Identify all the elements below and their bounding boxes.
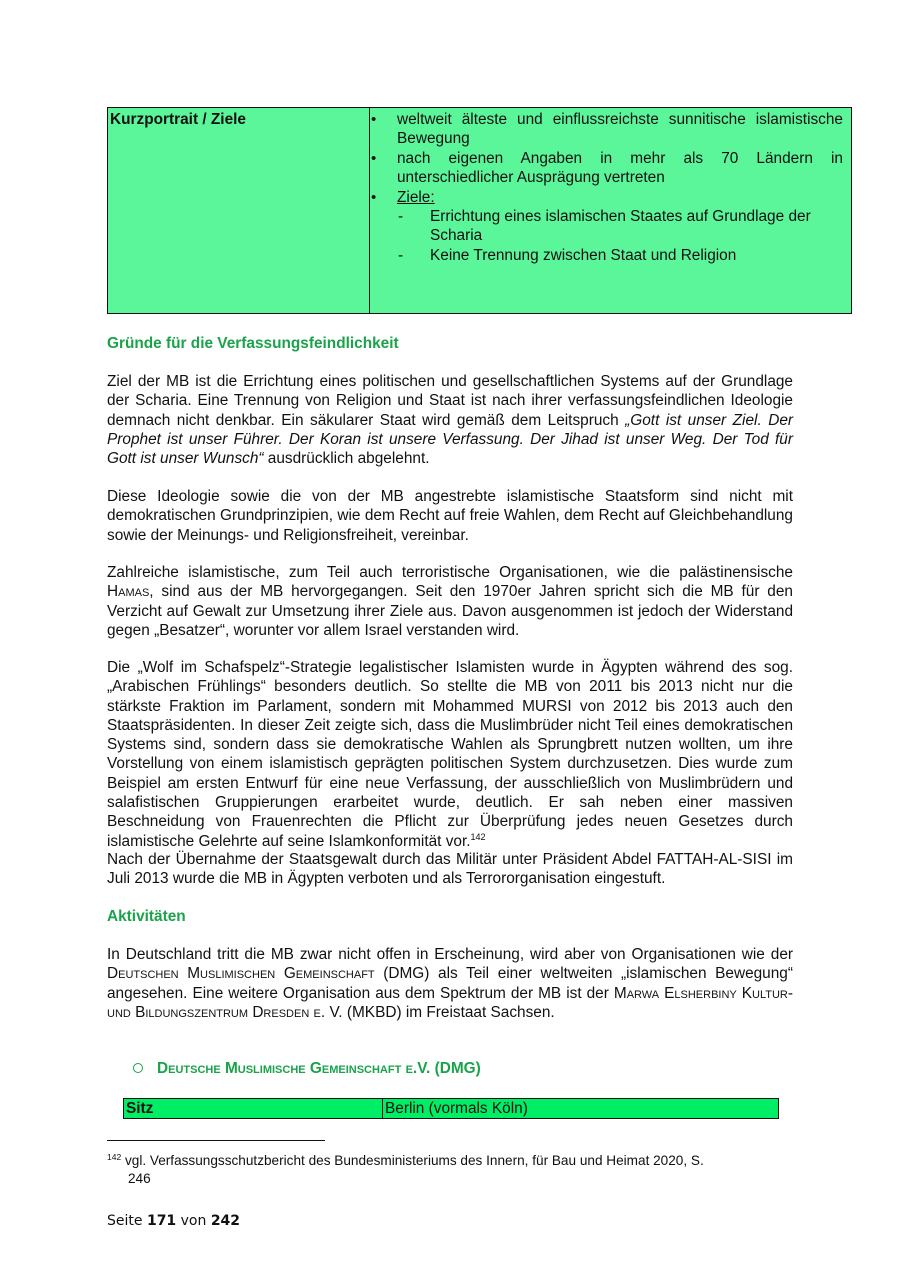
- sub-2-marker: -: [398, 247, 404, 264]
- page-number: [107, 1212, 240, 1231]
- table-divider: [369, 108, 370, 313]
- bullet-3-text: Ziele:: [397, 189, 435, 206]
- bullet-1-text: weltweit älteste und einflussreichste sunnitische islamistische Bewegung: [397, 111, 843, 148]
- paragraph-1-quote: „Gott ist unser Ziel. Der Prophet ist unser Führer. Der Koran ist unsere Verfassung. Der Jihad ist unser Weg. Der Tod für Gott ist unser Wunsch“: [107, 411, 793, 468]
- footnote-number: 142: [107, 1152, 122, 1162]
- bullet-2-marker: •: [371, 150, 377, 167]
- bullet-2-text: nach eigenen Angaben in mehr als 70 Ländern in unterschiedlicher Ausprägung vertreten: [397, 150, 843, 187]
- dmg-heading-abbr: (DMG): [430, 1060, 481, 1077]
- section-heading-verfassungsfeindlichkeit: Gründe für die Verfassungsfeindlichkeit: [107, 335, 399, 352]
- footnote-text: vgl. Verfassungsschutzbericht des Bundesministeriums des Innern, für Bau und Heimat 2020, S.: [121, 1153, 704, 1168]
- paragraph-3-text-a: Zahlreiche islamistische, zum Teil auch terroristische Organisationen, wie die palästinensische: [107, 564, 793, 581]
- sitz-table-divider: [382, 1099, 383, 1118]
- circle-bullet-icon: [133, 1063, 143, 1073]
- paragraph-4: [107, 658, 793, 851]
- paragraph-1-text-b: ausdrücklich abgelehnt.: [263, 450, 430, 468]
- page-middle: von: [176, 1213, 211, 1229]
- footnote-line-2: 246: [128, 1170, 151, 1186]
- activities-text-b: (DMG) als Teil einer weltweiten „islamischen Bewegung“ angesehen. Eine weitere Organisation aus dem Spektrum der MB ist der: [107, 965, 793, 1002]
- section-heading-aktivitaeten: Aktivitäten: [107, 908, 186, 925]
- paragraph-3-text-b: , sind aus der MB hervorgegangen. Seit den 1970er Jahren spricht sich die MB für den Verzicht auf Gewalt zur Umsetzung ihrer Ziele aus. Davon ausgenommen ist jedoch der Widerstand gegen „Besatzer“, worunter vor allem Israel verstanden wird.: [107, 583, 793, 639]
- footnote: [107, 1152, 787, 1187]
- portrait-label: Kurzportrait / Ziele: [110, 111, 246, 128]
- paragraph-5: Nach der Übernahme der Staatsgewalt durch das Militär unter Präsident Abdel FATTAH-AL-SISI im Juli 2013 wurde die MB in Ägypten verboten und als Terrororganisation eingestuft.: [107, 851, 793, 888]
- paragraph-1: [107, 372, 793, 468]
- footnote-line-1: [107, 1152, 787, 1170]
- paragraph-2: Diese Ideologie sowie die von der MB angestrebte islamistische Staatsform sind nicht mit demokratischen Grundprinzipien, wie dem Recht auf freie Wahlen, dem Recht auf Gleichbehandlung sowie der Meinungs- und Religionsfreiheit, vereinbar.: [107, 488, 793, 544]
- dmg-heading-name: Deutsche Muslimische Gemeinschaft e.V.: [157, 1060, 431, 1077]
- sitz-table: [123, 1098, 779, 1119]
- sub-2-text: Keine Trennung zwischen Staat und Religion: [430, 247, 737, 264]
- bullet-3-marker: •: [371, 189, 377, 206]
- portrait-table: [107, 107, 852, 314]
- footnote-reference: 142: [470, 831, 486, 842]
- dmg-heading: [133, 1059, 481, 1078]
- page-current: 171: [146, 1213, 177, 1229]
- activities-text-a: In Deutschland tritt die MB zwar nicht offen in Erscheinung, wird aber von Organisationen wie der: [107, 946, 793, 963]
- sitz-value: Berlin (vormals Köln): [385, 1100, 528, 1117]
- sub-1-marker: -: [398, 208, 404, 225]
- paragraph-1-text-a: Ziel der MB ist die Errichtung eines politischen und gesellschaftlichen Systems auf der Grundlage der Scharia. Eine Trennung von Religion und Staat ist nach ihrer verfassungsfeindlichen Ideologie demnach nicht denkbar. Ein säkularer Staat wird gemäß dem Leitspruch: [107, 373, 793, 429]
- activities-dmg: Deutschen Muslimischen Gemeinschaft: [107, 965, 375, 983]
- bullet-1-marker: •: [371, 111, 377, 128]
- sub-1-text: Errichtung eines islamischen Staates auf Grundlage der Scharia: [430, 208, 811, 245]
- activities-mkbd: Marwa Elsherbiny Kultur- und Bildungszentrum Dresden e. V.: [107, 984, 793, 1021]
- sitz-label: Sitz: [126, 1100, 154, 1117]
- paragraph-3-hamas: Hamas: [107, 583, 150, 601]
- page-total: 242: [210, 1213, 241, 1229]
- footnote-rule: [107, 1140, 325, 1141]
- paragraph-4-text: Die „Wolf im Schafspelz“-Strategie legalistischer Islamisten wurde in Ägypten während des sog. „Arabischen Frühlings“ besonders deutlich. So stellte die MB von 2011 bis 2013 nicht nur die stärkste Fraktion im Parlament, sondern mit Mohammed MURSI von 2012 bis 2013 auch den Staatspräsidenten. In dieser Zeit zeigte sich, dass die Muslimbrüder nicht Teil eines demokratischen Systems sind, sondern dass sie demokratische Wahlen als Sprungbrett nutzen wollten, um ihre Vorstellung von einem islamistisch geprägten politischen System durchzusetzen. Dies wurde zum Beispiel am ersten Entwurf für eine neue Verfassung, der ausschließlich von Muslimbrüdern und salafistischen Gruppierungen erarbeitet wurde, deutlich. Er sah neben einer massiven Beschneidung von Frauenrechten die Pflicht zur Überprüfung jedes neuen Gesetzes durch islamistische Gelehrte auf seine Islamkonformität vor.: [107, 659, 793, 850]
- paragraph-3: [107, 563, 793, 640]
- paragraph-activities: [107, 945, 793, 1022]
- page-prefix: Seite: [107, 1213, 147, 1229]
- activities-text-c: (MKBD) im Freistaat Sachsen.: [342, 1003, 555, 1021]
